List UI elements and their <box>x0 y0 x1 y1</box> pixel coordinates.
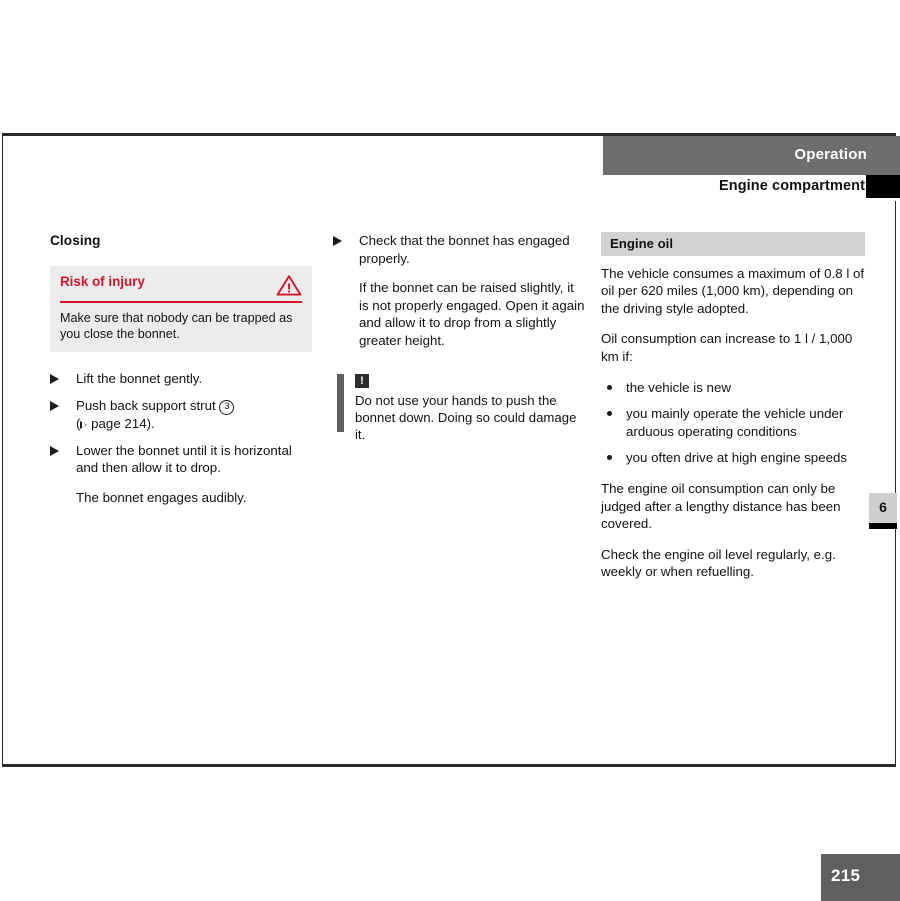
chapter-number: 6 <box>879 499 887 515</box>
reference-arrow-icon <box>80 421 87 429</box>
bullet-text: you often drive at high engine speeds <box>626 450 848 466</box>
page-folio <box>821 854 900 901</box>
section-title: Engine compartment <box>718 178 865 194</box>
list-item <box>601 379 865 397</box>
left-text-column <box>50 232 312 506</box>
risk-of-injury-warning-box <box>50 266 312 353</box>
triangle-bullet-icon <box>333 236 342 246</box>
step-text: Lift the bonnet gently. <box>76 371 203 387</box>
closing-note-text: The bonnet engages audibly. <box>76 489 247 505</box>
list-item <box>50 442 312 477</box>
list-item <box>333 232 587 267</box>
subheading-closing: Closing <box>50 233 101 248</box>
warning-header <box>60 273 302 297</box>
chapter-thumb-tab <box>869 493 897 529</box>
note-box <box>333 374 587 444</box>
list-item <box>601 405 865 440</box>
list-item <box>601 449 865 467</box>
engine-oil-paragraph-3: The engine oil consumption can only be judged after a lengthy distance has been covered. <box>601 480 841 532</box>
bullet-text: you mainly operate the vehicle under arduous operating conditions <box>626 406 844 439</box>
middle-text-column <box>333 232 587 444</box>
engine-oil-paragraph-1: The vehicle consumes a maximum of 0.8 l of oil per 620 miles (1,000 km), depending on the driving style adopted. <box>601 265 865 316</box>
step-text: Push back support strut <box>76 398 216 413</box>
list-item <box>50 397 312 433</box>
triangle-bullet-icon <box>50 401 59 411</box>
section-black-marker <box>866 175 900 198</box>
dot-bullet-icon <box>607 385 612 390</box>
section-running-head <box>603 175 900 201</box>
exclamation-note-icon: ! <box>355 374 369 388</box>
dot-bullet-icon <box>607 411 612 416</box>
warning-divider <box>60 301 302 303</box>
engine-oil-heading: Engine oil <box>601 232 865 256</box>
warning-body: Make sure that nobody can be trapped as you close the bonnet. <box>60 310 293 341</box>
step-text: Check that the bonnet has engaged properly. <box>359 233 570 266</box>
chapter-title: Operation <box>794 146 867 163</box>
check-steps-list <box>333 232 587 267</box>
engine-oil-paragraph-2: Oil consumption can increase to 1 l / 1,000 km if: <box>601 331 853 364</box>
step-text: Lower the bonnet until it is horizontal and then allow it to drop. <box>76 442 292 476</box>
manual-page <box>2 133 896 885</box>
right-text-column <box>601 232 865 594</box>
engine-oil-paragraph-4: Check the engine oil level regularly, e.g. weekly or when refuelling. <box>601 546 836 580</box>
warning-triangle-icon <box>276 274 302 297</box>
oil-consumption-bullets <box>601 379 865 467</box>
chapter-running-head <box>603 136 900 175</box>
bullet-text: the vehicle is new <box>626 379 731 395</box>
triangle-bullet-icon <box>50 446 59 456</box>
closing-steps-list <box>50 370 312 476</box>
page-number: 215 <box>831 866 861 885</box>
dot-bullet-icon <box>607 455 612 460</box>
cross-reference-open: ( <box>76 416 81 431</box>
note-accent-bar <box>337 374 344 432</box>
middle-paragraph: If the bonnet can be raised slightly, it is not properly engaged. Open it again and allow it to drop from a slightly greater height. <box>359 280 585 348</box>
list-item <box>50 370 312 388</box>
note-body: Do not use your hands to push the bonnet down. Doing so could damage it. <box>355 392 577 443</box>
cross-reference-text[interactable]: page 214). <box>91 416 155 431</box>
triangle-bullet-icon <box>50 374 59 384</box>
callout-number-badge: 3 <box>219 400 234 415</box>
warning-title: Risk of injury <box>60 273 145 289</box>
